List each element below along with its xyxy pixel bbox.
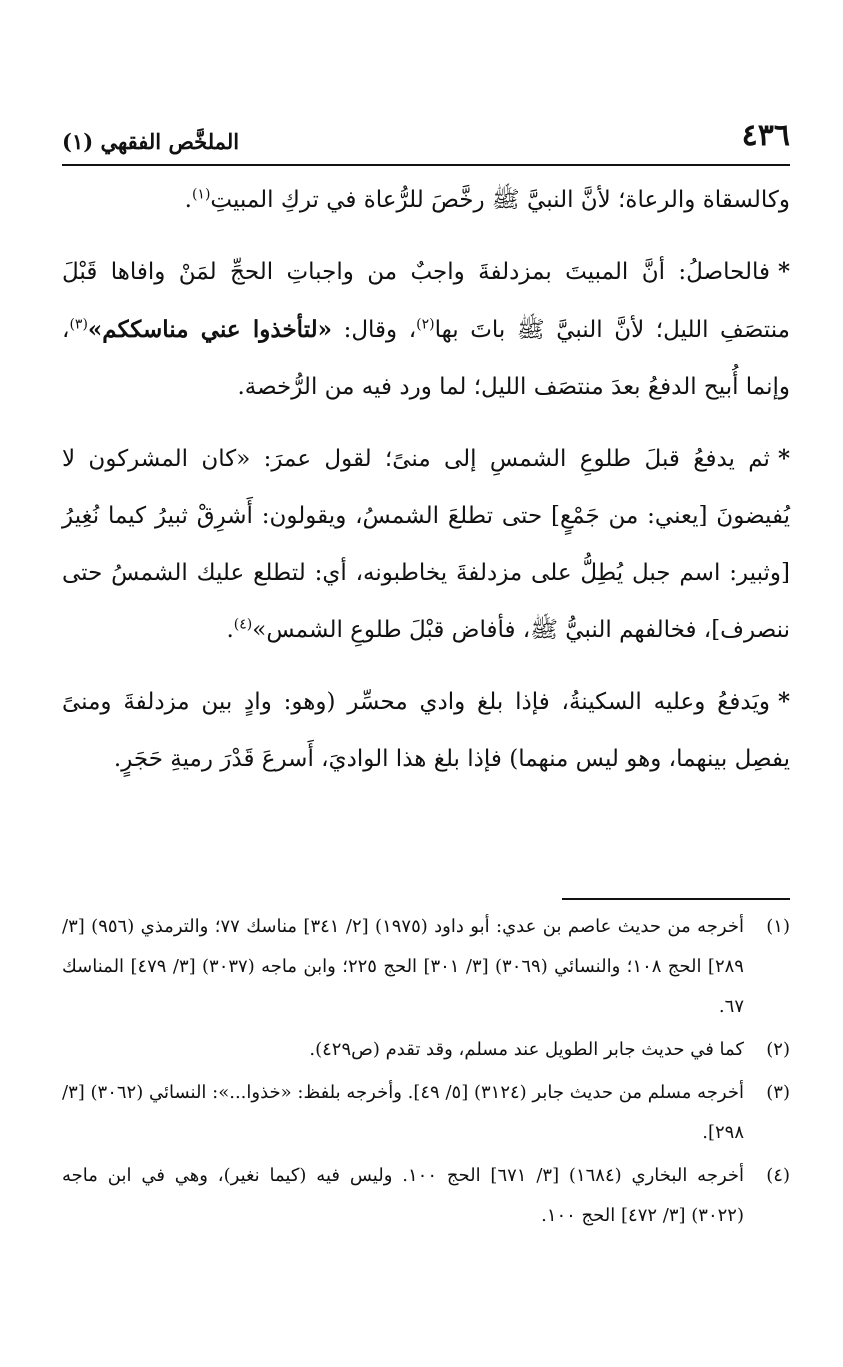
paragraph-1 — [62, 172, 790, 229]
paragraph-1-end: . — [184, 187, 192, 213]
footnote-text: أخرجه من حديث عاصم بن عدي: أبو داود (١٩٧٥) [٢/ ٣٤١] مناسك ٧٧؛ والترمذي (٩٥٦) [٣/ ٢٨٩] الحج ١٠٨؛ والنسائي (٣٠٦٩) [٣/ ٣٠١] الحج ٢٢٥؛ وابن ماجه (٣٠٣٧) [٣/ ٤٧٩] المناسك ٦٧. — [62, 916, 744, 1017]
header-rule — [62, 164, 790, 166]
footnote-text: كما في حديث جابر الطويل عند مسلم، وقد تقدم (ص٤٢٩). — [309, 1039, 744, 1060]
footnote-ref-1: (١) — [191, 186, 211, 203]
paragraph-2-text-c: ، وإنما أُبيح الدفعُ بعدَ منتصَف الليل؛ لما ورد فيه من الرُّخصة. — [62, 317, 790, 400]
star-marker: * — [777, 258, 790, 285]
footnote-number: (٣) — [766, 1082, 790, 1103]
footnote-text: أخرجه مسلم من حديث جابر (٣١٢٤) [٥/ ٤٩]. وأخرجه بلفظ: «خذوا...»: النسائي (٣٠٦٢) [٣/ ٢٩٨]. — [62, 1082, 744, 1143]
footnote-ref-3: (٣) — [69, 316, 88, 333]
footnote-text: أخرجه البخاري (١٦٨٤) [٣/ ٦٧١] الحج ١٠٠. وليس فيه (كيما نغير)، وهي في ابن ماجه (٣٠٢٢) [٣/ ٤٧٢] الحج ١٠٠. — [62, 1165, 744, 1226]
footnote-separator — [562, 898, 790, 900]
footnote-3 — [62, 1073, 790, 1153]
footnote-number: (١) — [766, 916, 790, 937]
paragraph-1-text: وكالسقاة والرعاة؛ لأنَّ النبيَّ ﷺ رخَّصَ للرُّعاة في تركِ المبيتِ — [210, 187, 790, 213]
paragraph-2 — [62, 243, 790, 416]
hadith-quote: «لتأخذوا عني مناسككم» — [87, 316, 333, 343]
page-number: ٤٣٦ — [741, 118, 790, 153]
paragraph-2-text-a: فالحاصلُ: أنَّ المبيتَ بمزدلفةَ واجبٌ من واجباتِ الحجِّ لمَنْ وافاها قَبْلَ منتصَفِ الليل؛ لأنَّ النبيَّ ﷺ باتَ بها — [62, 259, 790, 343]
footnotes — [62, 907, 790, 1239]
paragraph-2-text-b: ، وقال: — [332, 317, 417, 343]
footnote-ref-2: (٢) — [416, 316, 435, 333]
page-header — [62, 112, 790, 164]
main-text — [62, 172, 790, 788]
running-title: الملخَّص الفقهي (١) — [62, 129, 240, 154]
footnote-ref-4: (٤) — [233, 616, 253, 633]
footnote-number: (٢) — [766, 1039, 790, 1060]
paragraph-3 — [62, 430, 790, 659]
footnote-4 — [62, 1156, 790, 1236]
paragraph-3-end: . — [226, 617, 234, 643]
star-marker: * — [777, 688, 790, 715]
footnote-1 — [62, 907, 790, 1027]
star-marker: * — [777, 445, 790, 472]
footnote-number: (٤) — [766, 1165, 790, 1186]
footnote-2 — [62, 1030, 790, 1070]
paragraph-4-text: ويَدفعُ وعليه السكينةُ، فإذا بلغ وادي محسِّر (وهو: وادٍ بين مزدلفةَ ومنىً يفصِل بينهما، وهو ليس منهما) فإذا بلغ هذا الواديَ، أَسرعَ قَدْرَ رميةِ حَجَرٍ. — [62, 689, 790, 772]
paragraph-3-text: ثم يدفعُ قبلَ طلوعِ الشمسِ إلى منىً؛ لقول عمرَ: «كان المشركون لا يُفيضونَ [يعني: من جَمْعٍ] حتى تطلعَ الشمسُ، ويقولون: أَشرِقْ ثبيرُ كيما نُغِيرُ [وثبير: اسم جبل يُطِلُّ على مزدلفةَ يخاطبونه، أي: لتطلع عليك الشمسُ حتى ننصرف]، فخالفهم النبيُّ ﷺ، فأفاض قبْلَ طلوعِ الشمس» — [62, 446, 790, 643]
paragraph-4 — [62, 673, 790, 788]
